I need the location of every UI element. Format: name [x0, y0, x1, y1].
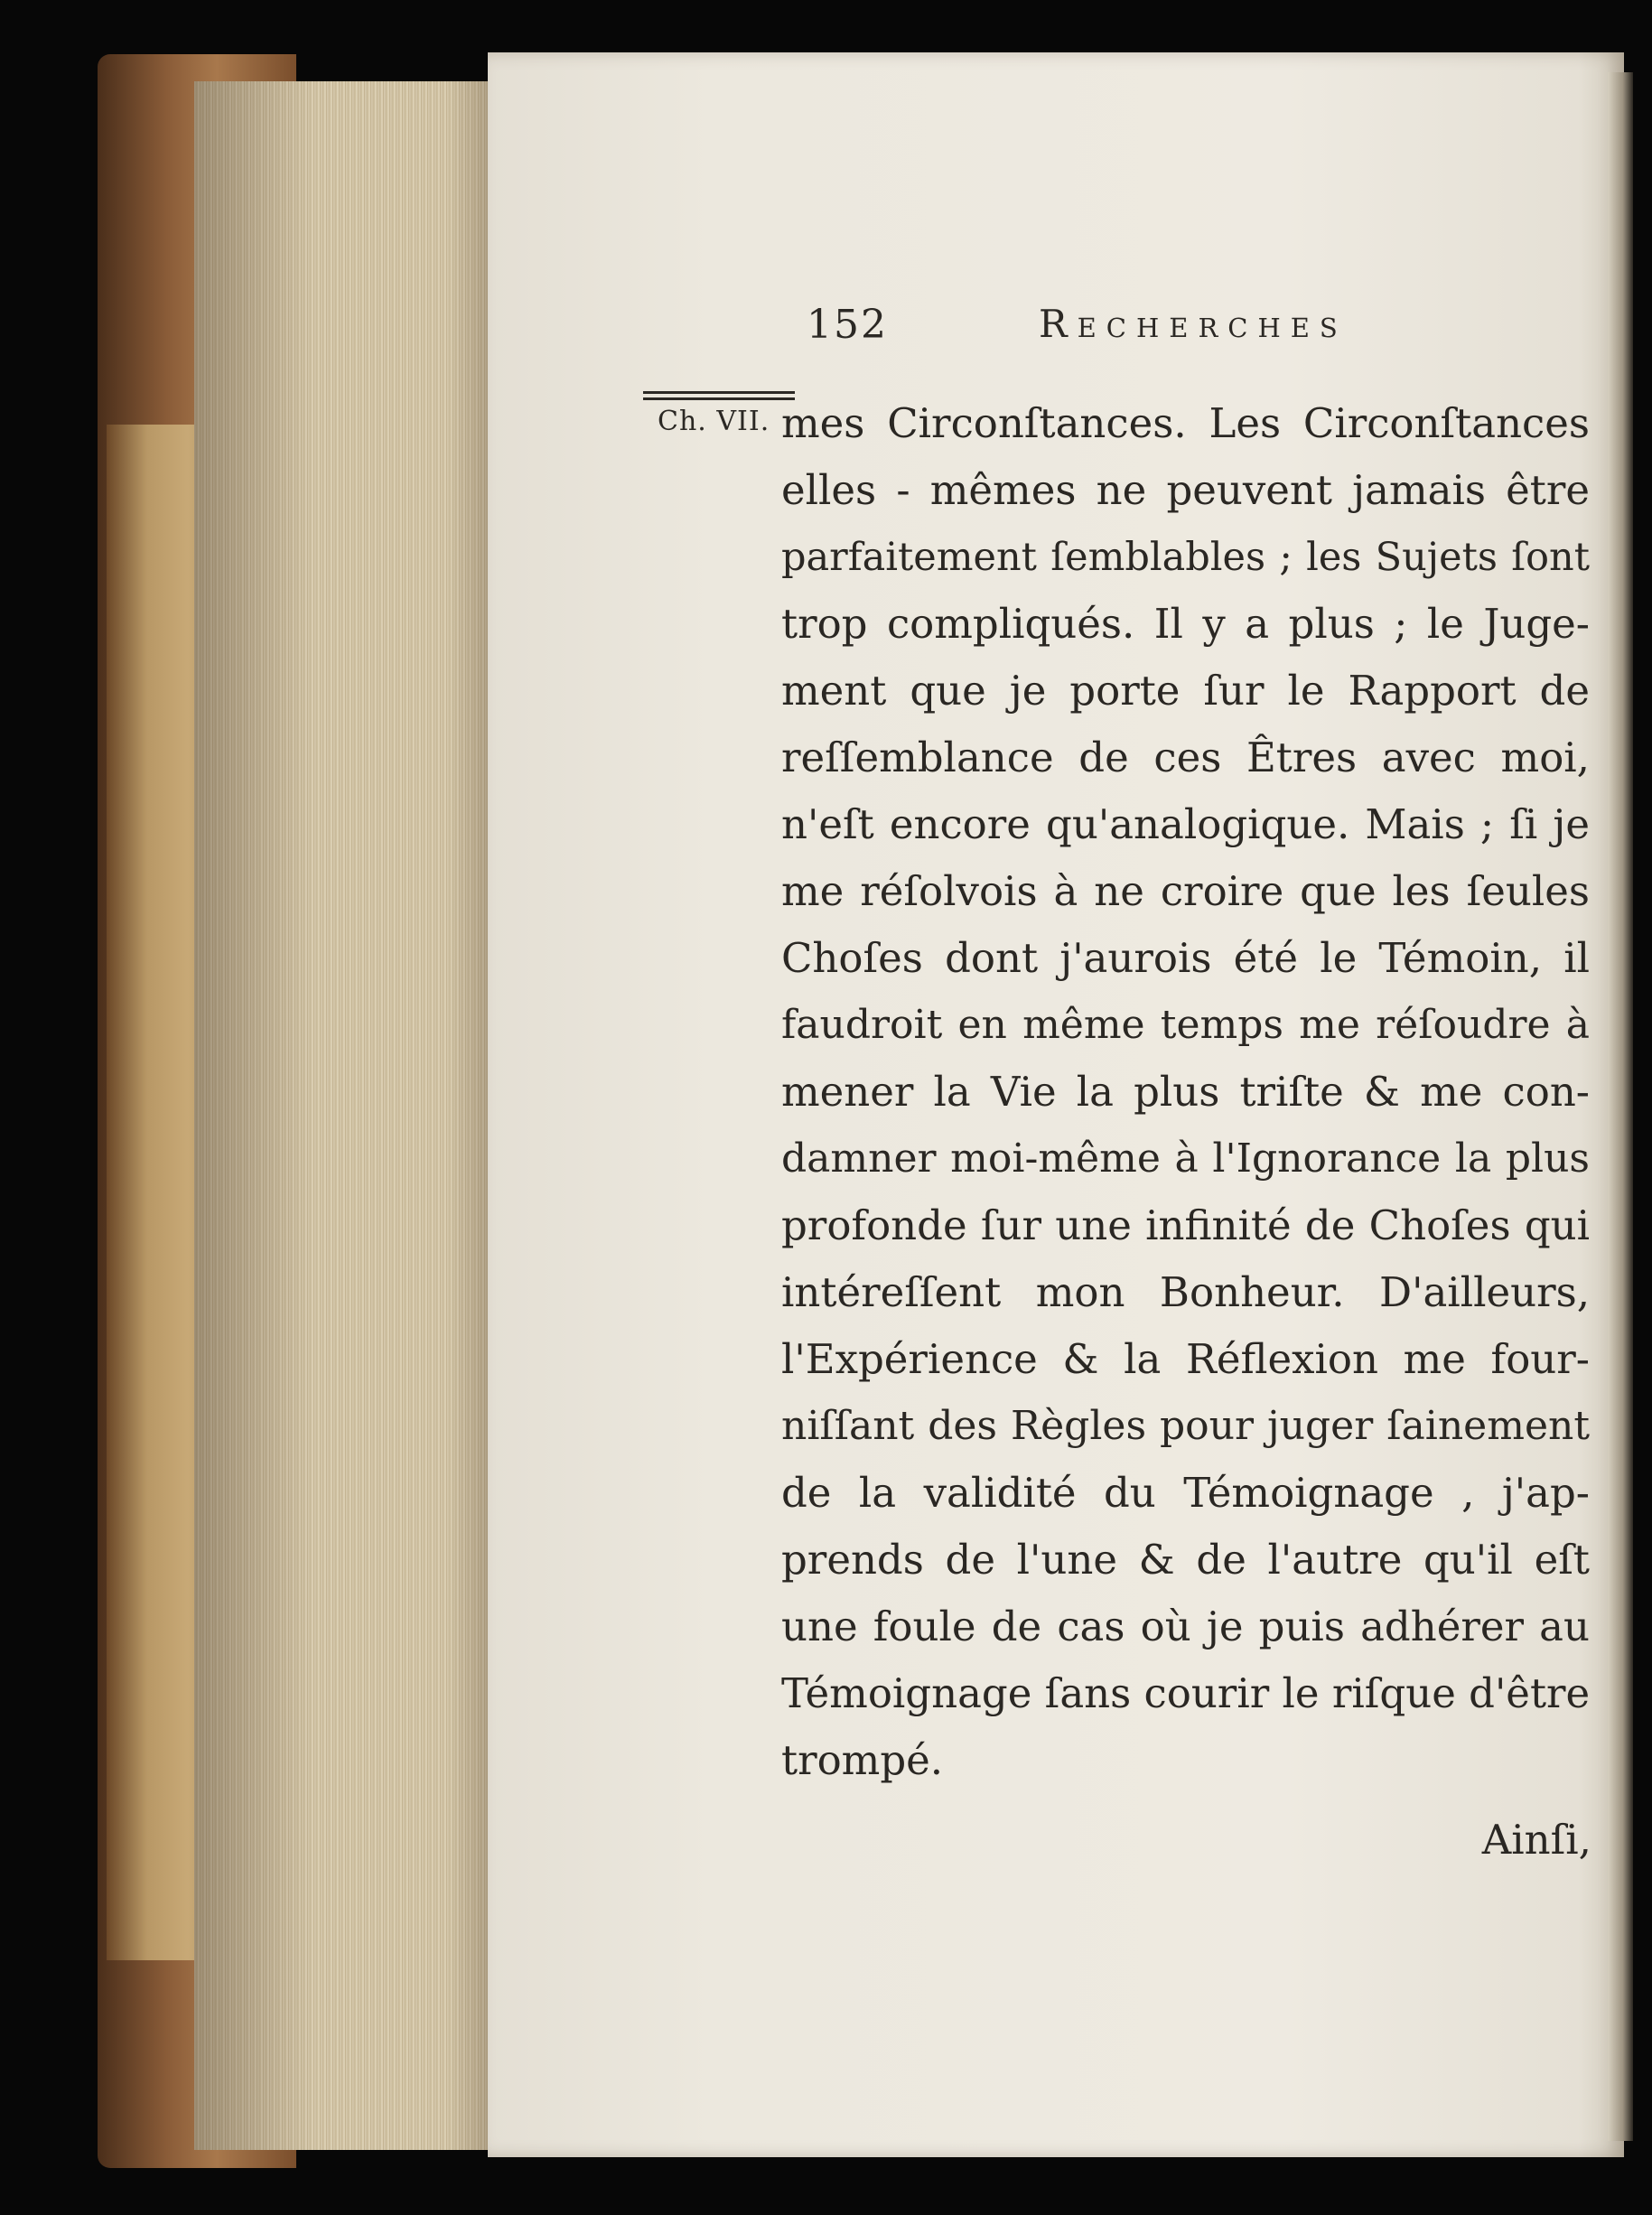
text-line: trompé. [781, 1736, 944, 1784]
text-line: ment que je porte ſur le Rapport de [781, 667, 1590, 715]
chapter-margin-note [643, 391, 795, 447]
text-line: faudroit en même temps me réſoudre à [781, 1002, 1590, 1048]
text-line: elles - mêmes ne peuvent jamais être [781, 466, 1590, 514]
text-line: trop compliqués. Il y a plus ; le Juge- [781, 600, 1590, 648]
text-line: parfaitement ſemblables ; les Sujets ſont [781, 535, 1590, 580]
text-line: Témoignage ſans courir le riſque d'être [781, 1669, 1591, 1717]
catchword: Ainſi, [1481, 1816, 1591, 1864]
margin-rule [643, 391, 795, 394]
body-text [781, 390, 1590, 1863]
text-line: intéreſſent mon Bonheur. D'ailleurs, [781, 1268, 1590, 1316]
page-edges-shadow [194, 81, 492, 2150]
text-line: l'Expérience & la Réflexion me four- [781, 1335, 1590, 1383]
text-line: mener la Vie la plus triſte & me con- [781, 1068, 1590, 1116]
text-line: n'eſt encore qu'analogique. Mais ; ſi je [781, 800, 1590, 848]
text-line: damner moi-même à l'Ignorance la plus [781, 1136, 1590, 1182]
text-line: prends de l'une & de l'autre qu'il eſt [781, 1536, 1590, 1584]
margin-rule [643, 397, 795, 400]
text-line: me réſolvois à ne croire que les ſeules [781, 867, 1590, 915]
chapter-label: Ch. VII. [658, 406, 770, 437]
page-number: 152 [807, 302, 888, 348]
running-head [807, 302, 1439, 356]
text-line: Choſes dont j'aurois été le Témoin, il [781, 934, 1590, 982]
running-title: Recherches [1039, 302, 1348, 346]
text-line: de la validité du Témoignage , j'ap- [781, 1469, 1590, 1517]
text-line: mes Circonſtances. Les Circonſtances [781, 399, 1590, 447]
text-line: niſſant des Règles pour juger ſainement [781, 1403, 1590, 1449]
text-line: reſſemblance de ces Êtres avec moi, [781, 734, 1590, 781]
text-line: profonde ſur une infinité de Choſes qui [781, 1201, 1590, 1249]
page-gutter-shadow [1608, 72, 1633, 2141]
text-line: une foule de cas où je puis adhérer au [781, 1603, 1590, 1650]
